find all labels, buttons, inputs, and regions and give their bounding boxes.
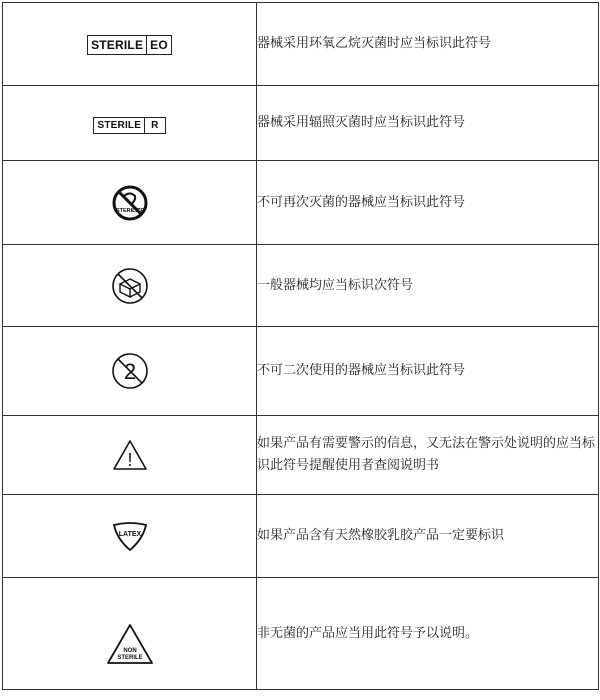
icon-cell [3,416,257,495]
table-row [3,416,599,495]
icon-cell [3,3,257,86]
table-row [3,3,599,86]
non-sterile-icon [106,623,154,665]
symbol-table [2,2,599,690]
sterile-label: STERILE [88,36,147,54]
table-row [3,245,599,327]
description-cell: 如果产品有需要警示的信息，又无法在警示处说明的应当标识此符号提醒使用者查阅说明书 [257,416,599,495]
latex-icon-text: LATEX [118,531,141,538]
do-not-use-if-package-damaged-icon [110,266,150,306]
table-row [3,86,599,161]
description-cell: 器械采用辐照灭菌时应当标识此符号 [257,86,599,161]
do-not-reuse-icon [110,351,150,391]
caution-icon-text: ! [126,450,133,470]
icon-cell [3,86,257,161]
icon-cell [3,495,257,578]
sterile-label: STERILE [94,118,145,133]
caution-icon [112,439,148,471]
icon-cell [3,327,257,416]
table-row [3,327,599,416]
do-not-resterilize-icon [110,183,150,223]
non-icon-text: NON [122,648,137,654]
icon-cell [3,161,257,245]
description-cell: 不可再次灭菌的器械应当标识此符号 [257,161,599,245]
reuse-icon-text: 2 [123,359,136,384]
description-cell: 一般器械均应当标识次符号 [257,245,599,327]
table-row [3,161,599,245]
description-cell: 不可二次使用的器械应当标识此符号 [257,327,599,416]
method-label: R [151,119,159,131]
method-label: EO [150,37,168,52]
icon-cell [3,245,257,327]
table-row [3,495,599,578]
icon-cell [3,578,257,690]
sterile-eo-icon [87,35,172,55]
resterilize-icon-text: STERILIZE [115,207,144,214]
description-cell: 如果产品含有天然橡胶乳胶产品一定要标识 [257,495,599,578]
description-cell: 器械采用环氧乙烷灭菌时应当标识此符号 [257,3,599,86]
table-row [3,578,599,690]
description-cell: 非无菌的产品应当用此符号予以说明。 [257,578,599,690]
contains-latex-icon [110,519,150,553]
sterile-r-icon [93,117,165,134]
sterile-icon-text: STERILE [116,655,143,661]
